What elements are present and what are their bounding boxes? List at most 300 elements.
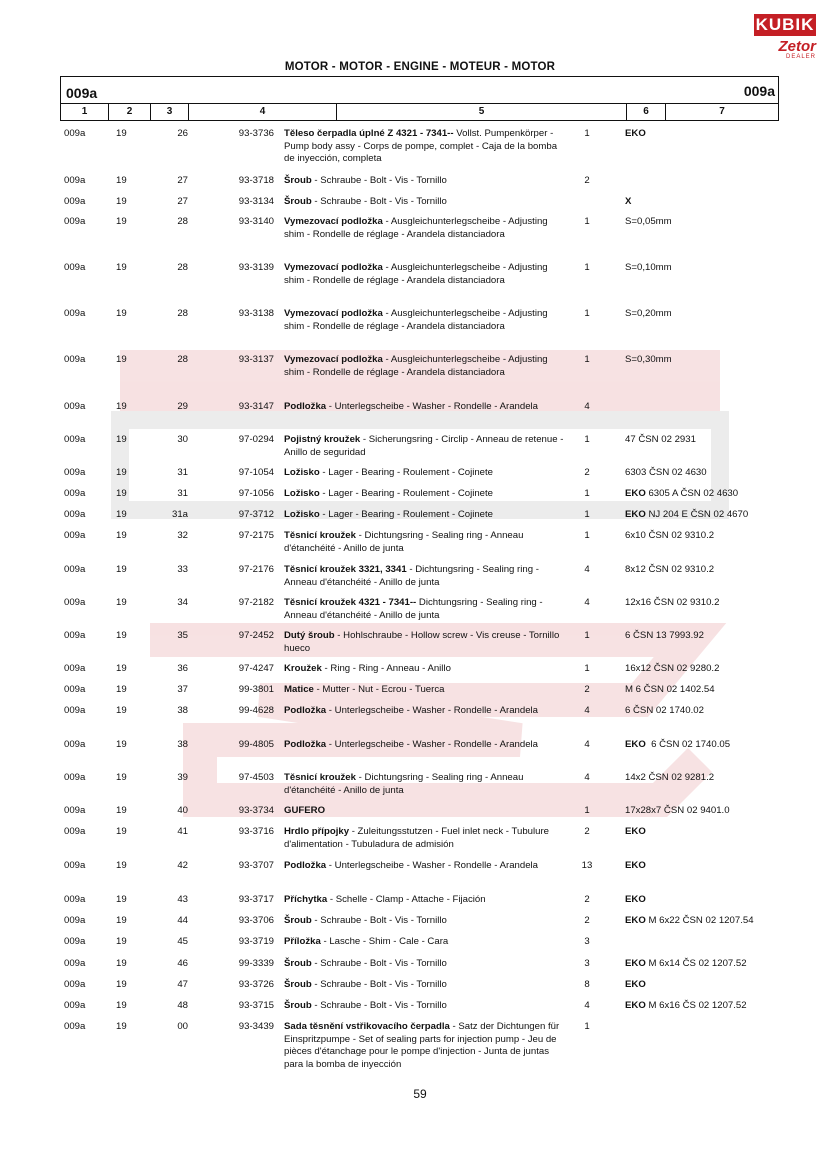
figure-cell: 19 (116, 434, 127, 445)
quantity-cell: 2 (584, 894, 590, 905)
part-name: Šroub (284, 915, 312, 926)
part-translations: - Ausgleichunterlegscheibe - Adjusting shim - Rondelle de réglage - Arandela distanciadora (284, 354, 548, 378)
description-cell (284, 958, 566, 971)
group-cell: 009a (64, 530, 86, 541)
group-cell: 009a (64, 684, 86, 695)
part-name: Těsnicí kroužek 4321 - 7341-- (284, 597, 417, 608)
description-cell (284, 979, 566, 992)
note-flag: EKO (625, 488, 646, 499)
quantity-cell: 1 (584, 354, 590, 365)
quantity-cell: 1 (584, 805, 590, 816)
figure-cell: 19 (116, 958, 127, 969)
note-cell (625, 308, 820, 321)
figure-cell: 19 (116, 308, 127, 319)
note-text: M 6x14 ČS 02 1207.52 (645, 958, 747, 969)
position-cell: 46 (177, 958, 188, 969)
note-cell (625, 958, 820, 971)
figure-cell: 19 (116, 739, 127, 750)
part-translations: - Unterlegscheibe - Washer - Rondelle - Arandela (326, 739, 538, 750)
part-number-cell: 97-4247 (238, 663, 274, 674)
quantity-cell: 1 (584, 530, 590, 541)
figure-cell: 19 (116, 684, 127, 695)
description-cell (284, 488, 566, 501)
column-6: 6 (627, 104, 666, 120)
group-cell: 009a (64, 1021, 86, 1032)
part-name: Pojistný kroužek (284, 434, 361, 445)
figure-cell: 19 (116, 401, 127, 412)
part-name: Těsnicí kroužek (284, 530, 356, 541)
position-cell: 26 (177, 128, 188, 139)
page-number: 59 (413, 1087, 427, 1101)
part-number-cell: 97-2182 (238, 597, 274, 608)
part-translations: - Lager - Bearing - Roulement - Cojinete (319, 488, 494, 499)
note-text: S=0,10mm (625, 262, 672, 273)
part-translations: - Lasche - Shim - Cale - Cara (320, 936, 449, 947)
part-name: Podložka (284, 401, 327, 412)
note-cell (625, 805, 820, 818)
note-cell (625, 772, 820, 785)
position-cell: 35 (177, 630, 188, 641)
figure-cell: 19 (116, 936, 127, 947)
position-cell: 31 (177, 467, 188, 478)
part-translations: - Schraube - Bolt - Vis - Tornillo (311, 175, 447, 186)
column-5: 5 (337, 104, 627, 120)
logo-tag: DEALER (785, 54, 816, 60)
position-cell: 00 (177, 1021, 188, 1032)
figure-cell: 19 (116, 894, 127, 905)
position-cell: 39 (177, 772, 188, 783)
figure-cell: 19 (116, 354, 127, 365)
part-number-cell: 97-2176 (238, 564, 274, 575)
part-name: Ložisko (284, 488, 320, 499)
note-text: 16x12 ČSN 02 9280.2 (625, 663, 720, 674)
description-cell (284, 262, 566, 287)
part-translations: - Zuleitungsstutzen - Fuel inlet neck - Tubulure d'alimentation - Tubuladura de admisión (284, 826, 549, 850)
part-number-cell: 93-3134 (238, 196, 274, 207)
quantity-cell: 1 (584, 663, 590, 674)
description-cell (284, 401, 566, 414)
position-cell: 33 (177, 564, 188, 575)
part-name: Příchytka (284, 894, 328, 905)
part-translations: - Schraube - Bolt - Vis - Tornillo (311, 915, 447, 926)
part-translations: - Unterlegscheibe - Washer - Rondelle - Arandela (326, 705, 538, 716)
group-cell: 009a (64, 1000, 86, 1011)
description-cell (284, 739, 566, 752)
part-name: Sada těsnění vstřikovacího čerpadla (284, 1021, 450, 1032)
part-name: Vymezovací podložka (284, 354, 383, 365)
quantity-cell: 1 (584, 1021, 590, 1032)
part-name: Hrdlo přípojky (284, 826, 350, 837)
quantity-cell: 4 (584, 401, 590, 412)
description-cell (284, 1000, 566, 1013)
description-cell (284, 936, 566, 949)
note-cell (625, 1000, 820, 1013)
quantity-cell: 1 (584, 128, 590, 139)
part-translations: - Unterlegscheibe - Washer - Rondelle - Arandela (326, 401, 538, 412)
part-number-cell: 93-3147 (238, 401, 274, 412)
part-translations: - Mutter - Nut - Ecrou - Tuerca (313, 684, 445, 695)
quantity-cell: 4 (584, 705, 590, 716)
position-cell: 43 (177, 894, 188, 905)
quantity-cell: 3 (584, 936, 590, 947)
quantity-cell: 4 (584, 564, 590, 575)
note-text: 6 ČSN 02 1740.02 (625, 705, 704, 716)
figure-cell: 19 (116, 262, 127, 273)
description-cell (284, 860, 566, 873)
position-cell: 42 (177, 860, 188, 871)
group-cell: 009a (64, 434, 86, 445)
note-cell (625, 663, 820, 676)
note-cell (625, 196, 820, 209)
position-cell: 29 (177, 401, 188, 412)
note-cell (625, 262, 820, 275)
part-name: Šroub (284, 958, 312, 969)
note-flag: EKO (625, 1000, 646, 1011)
note-cell (625, 354, 820, 367)
figure-cell: 19 (116, 175, 127, 186)
note-text: M 6x16 ČS 02 1207.52 (645, 1000, 747, 1011)
note-cell (625, 894, 820, 907)
figure-cell: 19 (116, 196, 127, 207)
group-cell: 009a (64, 564, 86, 575)
description-cell (284, 216, 566, 241)
quantity-cell: 2 (584, 684, 590, 695)
description-cell (284, 128, 566, 166)
column-2: 2 (109, 104, 151, 120)
note-text: 17x28x7 ČSN 02 9401.0 (625, 805, 730, 816)
group-cell: 009a (64, 354, 86, 365)
quantity-cell: 8 (584, 979, 590, 990)
quantity-cell: 1 (584, 630, 590, 641)
group-cell: 009a (64, 216, 86, 227)
note-flag: EKO (625, 739, 646, 750)
part-number-cell: 93-3707 (238, 860, 274, 871)
position-cell: 31 (177, 488, 188, 499)
part-name: Matice (284, 684, 314, 695)
part-name: Šroub (284, 196, 312, 207)
part-translations: - Ring - Ring - Anneau - Anillo (321, 663, 451, 674)
description-cell (284, 467, 566, 480)
note-cell (625, 216, 820, 229)
description-cell (284, 805, 566, 818)
group-cell: 009a (64, 401, 86, 412)
description-cell (284, 705, 566, 718)
note-flag: EKO (625, 979, 646, 990)
part-name: Těleso čerpadla úplné Z 4321 - 7341-- (284, 128, 454, 139)
note-text: S=0,30mm (625, 354, 672, 365)
figure-cell: 19 (116, 564, 127, 575)
part-name: Těsnicí kroužek 3321, 3341 (284, 564, 407, 575)
quantity-cell: 1 (584, 262, 590, 273)
note-flag: EKO (625, 128, 646, 139)
description-cell (284, 434, 566, 459)
part-number-cell: 93-3719 (238, 936, 274, 947)
quantity-cell: 2 (584, 826, 590, 837)
quantity-cell: 1 (584, 509, 590, 520)
note-text: 8x12 ČSN 02 9310.2 (625, 564, 715, 575)
part-name: Dutý šroub (284, 630, 335, 641)
part-translations: - Schraube - Bolt - Vis - Tornillo (311, 979, 447, 990)
description-cell (284, 564, 566, 589)
description-cell (284, 630, 566, 655)
position-cell: 28 (177, 354, 188, 365)
figure-cell: 19 (116, 216, 127, 227)
page-heading: MOTOR - MOTOR - ENGINE - MOTEUR - MOTOR (284, 61, 556, 73)
group-cell: 009a (64, 488, 86, 499)
part-number-cell: 97-2175 (238, 530, 274, 541)
description-cell (284, 597, 566, 622)
column-7: 7 (719, 106, 725, 117)
position-cell: 31a (171, 509, 188, 520)
group-cell: 009a (64, 936, 86, 947)
group-cell: 009a (64, 597, 86, 608)
part-translations: Dichtungsring - Sealing ring - Anneau d'étanchéité - Anillo de junta (284, 597, 543, 621)
quantity-cell: 4 (584, 597, 590, 608)
note-text: 6 ČSN 13 7993.92 (625, 630, 704, 641)
quantity-cell: 1 (584, 434, 590, 445)
group-cell: 009a (64, 958, 86, 969)
part-translations: - Ausgleichunterlegscheibe - Adjusting shim - Rondelle de réglage - Arandela distanciadora (284, 262, 548, 286)
note-text: M 6x22 ČSN 02 1207.54 (645, 915, 754, 926)
quantity-cell: 4 (584, 772, 590, 783)
figure-cell: 19 (116, 128, 127, 139)
group-cell: 009a (64, 128, 86, 139)
group-cell: 009a (64, 196, 86, 207)
group-cell: 009a (64, 663, 86, 674)
note-text: 6303 ČSN 02 4630 (625, 467, 707, 478)
part-name: Šroub (284, 1000, 312, 1011)
note-cell (625, 488, 820, 501)
logo-brand: KUBIK (755, 15, 815, 34)
note-cell (625, 597, 820, 610)
quantity-cell: 3 (584, 958, 590, 969)
position-cell: 32 (177, 530, 188, 541)
note-cell (625, 128, 820, 141)
note-text: 14x2 ČSN 02 9281.2 (625, 772, 715, 783)
note-text: 47 ČSN 02 2931 (625, 434, 696, 445)
part-name: Šroub (284, 175, 312, 186)
description-cell (284, 196, 566, 209)
figure-cell: 19 (116, 467, 127, 478)
note-text: 6x10 ČSN 02 9310.2 (625, 530, 715, 541)
group-cell: 009a (64, 467, 86, 478)
figure-cell: 19 (116, 530, 127, 541)
position-cell: 28 (177, 308, 188, 319)
quantity-cell: 1 (584, 308, 590, 319)
figure-cell: 19 (116, 1000, 127, 1011)
description-cell (284, 663, 566, 676)
part-number-cell: 93-3726 (238, 979, 274, 990)
part-number-cell: 97-1056 (238, 488, 274, 499)
figure-cell: 19 (116, 1021, 127, 1032)
figure-cell: 19 (116, 597, 127, 608)
figure-cell: 19 (116, 630, 127, 641)
figure-cell: 19 (116, 979, 127, 990)
quantity-cell: 1 (584, 216, 590, 227)
column-4: 4 (189, 104, 337, 120)
note-cell (625, 630, 820, 643)
part-number-cell: 97-0294 (238, 434, 274, 445)
column-3: 3 (151, 104, 189, 120)
part-number-cell: 93-3439 (238, 1021, 274, 1032)
figure-cell: 19 (116, 772, 127, 783)
quantity-cell: 2 (584, 467, 590, 478)
description-cell (284, 530, 566, 555)
logo-sub: Zetor (778, 38, 816, 55)
quantity-cell: 4 (584, 1000, 590, 1011)
part-number-cell: 93-3137 (238, 354, 274, 365)
description-cell (284, 826, 566, 851)
part-number-cell: 99-3339 (238, 958, 274, 969)
note-cell (625, 915, 820, 928)
note-cell (625, 530, 820, 543)
description-cell (284, 354, 566, 379)
part-translations: - Schraube - Bolt - Vis - Tornillo (311, 958, 447, 969)
group-cell: 009a (64, 175, 86, 186)
note-text: NJ 204 E ČSN 02 4670 (645, 509, 749, 520)
note-flag: EKO (625, 509, 646, 520)
part-translations: - Ausgleichunterlegscheibe - Adjusting shim - Rondelle de réglage - Arandela distanciadora (284, 308, 548, 332)
part-name: Ložisko (284, 509, 320, 520)
position-cell: 48 (177, 1000, 188, 1011)
note-text: S=0,20mm (625, 308, 672, 319)
position-cell: 37 (177, 684, 188, 695)
part-number-cell: 93-3139 (238, 262, 274, 273)
part-name: GUFERO (284, 805, 326, 816)
part-name: Vymezovací podložka (284, 216, 383, 227)
position-cell: 30 (177, 434, 188, 445)
part-name: Šroub (284, 979, 312, 990)
part-name: Vymezovací podložka (284, 262, 383, 273)
part-number-cell: 93-3706 (238, 915, 274, 926)
description-cell (284, 1021, 566, 1071)
position-cell: 28 (177, 216, 188, 227)
figure-cell: 19 (116, 805, 127, 816)
note-cell (625, 564, 820, 577)
quantity-cell: 2 (584, 175, 590, 186)
note-flag: EKO (625, 826, 646, 837)
part-number-cell: 97-4503 (238, 772, 274, 783)
position-cell: 40 (177, 805, 188, 816)
figure-cell: 19 (116, 663, 127, 674)
note-flag: EKO (625, 958, 646, 969)
position-cell: 36 (177, 663, 188, 674)
position-cell: 38 (177, 739, 188, 750)
position-cell: 38 (177, 705, 188, 716)
note-cell (625, 434, 820, 447)
description-cell (284, 894, 566, 907)
part-name: Vymezovací podložka (284, 308, 383, 319)
figure-cell: 19 (116, 509, 127, 520)
description-cell (284, 308, 566, 333)
part-translations: - Schraube - Bolt - Vis - Tornillo (311, 1000, 447, 1011)
part-translations: - Sicherungsring - Circlip - Anneau de retenue - Anillo de seguridad (284, 434, 564, 458)
description-cell (284, 915, 566, 928)
group-cell: 009a (64, 979, 86, 990)
figure-cell: 19 (116, 488, 127, 499)
part-number-cell: 99-4628 (238, 705, 274, 716)
position-cell: 41 (177, 826, 188, 837)
position-cell: 34 (177, 597, 188, 608)
part-translations: - Schelle - Clamp - Attache - Fijación (327, 894, 486, 905)
position-cell: 28 (177, 262, 188, 273)
part-number-cell: 93-3140 (238, 216, 274, 227)
part-number-cell: 93-3716 (238, 826, 274, 837)
quantity-cell: 1 (584, 488, 590, 499)
group-cell: 009a (64, 308, 86, 319)
figure-cell: 19 (116, 860, 127, 871)
position-cell: 47 (177, 979, 188, 990)
note-flag: EKO (625, 860, 646, 871)
note-text: 6305 A ČSN 02 4630 (645, 488, 739, 499)
part-translations: - Lager - Bearing - Roulement - Cojinete (319, 467, 494, 478)
figure-cell: 19 (116, 826, 127, 837)
group-cell: 009a (64, 509, 86, 520)
group-cell: 009a (64, 262, 86, 273)
group-cell: 009a (64, 630, 86, 641)
description-cell (284, 684, 566, 697)
part-translations: - Dichtungsring - Sealing ring - Anneau d'étanchéité - Anillo de junta (284, 772, 524, 796)
group-cell: 009a (64, 772, 86, 783)
note-text: S=0,05mm (625, 216, 672, 227)
quantity-cell: 2 (584, 915, 590, 926)
part-name: Podložka (284, 739, 327, 750)
part-name: Podložka (284, 860, 327, 871)
part-translations: - Ausgleichunterlegscheibe - Adjusting shim - Rondelle de réglage - Arandela distanciadora (284, 216, 548, 240)
part-number-cell: 93-3734 (238, 805, 274, 816)
group-cell: 009a (64, 894, 86, 905)
part-name: Kroužek (284, 663, 322, 674)
note-text: M 6 ČSN 02 1402.54 (625, 684, 715, 695)
note-flag: EKO (625, 894, 646, 905)
note-cell (625, 826, 820, 839)
part-translations: - Dichtungsring - Sealing ring - Anneau d'étanchéité - Anillo de junta (284, 530, 524, 554)
part-translations: - Schraube - Bolt - Vis - Tornillo (311, 196, 447, 207)
part-translations: - Unterlegscheibe - Washer - Rondelle - Arandela (326, 860, 538, 871)
quantity-cell: 13 (581, 860, 593, 871)
note-cell (625, 684, 820, 697)
position-cell: 44 (177, 915, 188, 926)
quantity-cell: 4 (584, 739, 590, 750)
part-name: Příložka (284, 936, 321, 947)
note-cell (625, 739, 820, 752)
note-cell (625, 509, 820, 522)
description-cell (284, 509, 566, 522)
note-cell (625, 705, 820, 718)
position-cell: 27 (177, 175, 188, 186)
position-cell: 27 (177, 196, 188, 207)
part-number-cell: 93-3717 (238, 894, 274, 905)
part-translations: - Satz der Dichtungen für Einspritzpumpe - Set of sealing parts for injection pump - Jeu de pièces d'étanchage pour le pompe d'injection - Junta de juntas para la bomba de inyección (284, 1021, 560, 1070)
note-text: 6 ČSN 02 1740.05 (645, 739, 731, 750)
part-number-cell: 99-4805 (238, 739, 274, 750)
figure-cell: 19 (116, 915, 127, 926)
part-number-cell: 97-2452 (238, 630, 274, 641)
note-flag: EKO (625, 915, 646, 926)
part-translations: - Lager - Bearing - Roulement - Cojinete (319, 509, 494, 520)
group-cell: 009a (64, 805, 86, 816)
group-cell: 009a (64, 826, 86, 837)
description-cell (284, 772, 566, 797)
part-number-cell: 93-3736 (238, 128, 274, 139)
group-cell: 009a (64, 860, 86, 871)
part-translations: - Hohlschraube - Hollow screw - Vis creuse - Tornillo hueco (284, 630, 560, 654)
part-number-cell: 97-3712 (238, 509, 274, 520)
position-cell: 45 (177, 936, 188, 947)
group-code-left: 009a (66, 85, 98, 101)
description-cell (284, 175, 566, 188)
part-name: Podložka (284, 705, 327, 716)
